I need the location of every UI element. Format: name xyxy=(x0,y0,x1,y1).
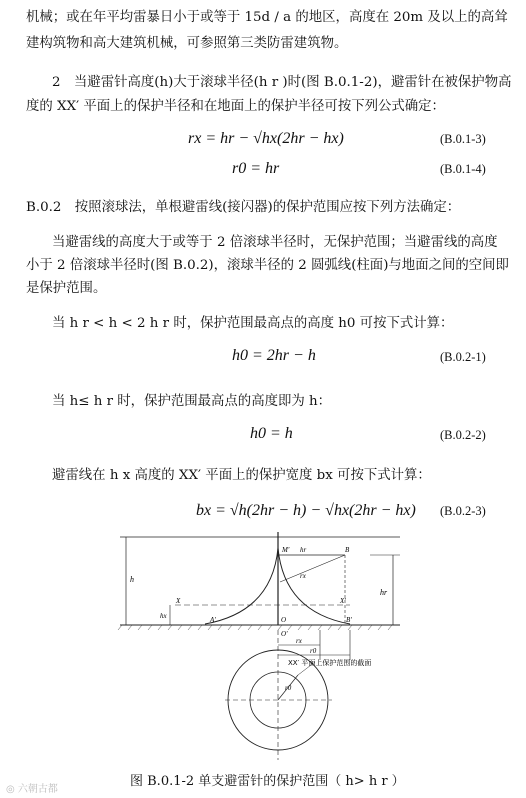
label-Ap: A' xyxy=(210,616,216,624)
label-plane-note: XX′ 平面上保护范围的截面 xyxy=(288,659,372,667)
paragraph-line: 建构筑物和高大建筑机械，可参照第三类防雷建筑物。 xyxy=(26,36,348,51)
label-hx: hx xyxy=(160,612,167,620)
paragraph-line: 小于 2 倍滚球半径时(图 B.0.2)，滚球半径的 2 圆弧线(柱面)与地面之间的空间即 xyxy=(26,258,509,273)
label-M: M' xyxy=(282,546,290,554)
paragraph-line: 当 h≤ h r 时，保护范围最高点的高度即为 h： xyxy=(52,394,332,409)
paragraph-line: 度的 XX′ 平面上的保护半径和在地面上的保护半径可按下列公式确定： xyxy=(26,99,445,114)
watermark: ◎ 六朝古都 xyxy=(6,784,58,795)
label-rx-plan: rx xyxy=(296,637,302,645)
paragraph-line: 机械；或在年平均雷暴日小于或等于 15d / a 的地区，高度在 20m 及以上的高耸 xyxy=(26,10,508,25)
paragraph-line: 2 当避雷针高度(h)大于滚球半径(h r )时(图 B.0.1-2)，避雷针在被保护物高 xyxy=(52,75,512,90)
label-X: X xyxy=(176,597,181,605)
label-r0-plan: r0 xyxy=(310,647,317,655)
equation-number: (B.0.2-2) xyxy=(440,428,486,442)
equation-bx: bx = √h(2hr − h) − √hx(2hr − hx) xyxy=(196,502,416,519)
label-Op: O' xyxy=(281,630,288,638)
paragraph-line: 是保护范围。 xyxy=(26,281,107,296)
figure-caption: 图 B.0.1-2 单支避雷针的保护范围（ h> h r ） xyxy=(130,774,405,789)
lightning-rod-figure xyxy=(0,525,526,765)
label-O: O xyxy=(281,616,287,624)
label-Xp: X' xyxy=(340,597,346,605)
equation-number: (B.0.2-3) xyxy=(440,504,486,518)
equation-rx: rx = hr − √hx(2hr − hx) xyxy=(188,130,344,147)
equation-h0: h0 = 2hr − h xyxy=(232,347,316,364)
equation-number: (B.0.2-1) xyxy=(440,350,486,364)
label-Bp: B' xyxy=(346,616,352,624)
equation-r0: r0 = hr xyxy=(232,160,280,177)
label-B: B xyxy=(345,546,350,554)
label-hr-top: hr xyxy=(300,546,307,554)
equation-number: (B.0.1-4) xyxy=(440,162,486,176)
equation-number: (B.0.1-3) xyxy=(440,132,486,146)
label-h: h xyxy=(130,575,134,584)
paragraph-line: 当 h r < h < 2 h r 时，保护范围最高点的高度 h0 可按下式计算： xyxy=(52,316,454,331)
label-rx: rx xyxy=(300,572,306,580)
label-hr-right: hr xyxy=(380,588,388,597)
paragraph-line: B.0.2 按照滚球法，单根避雷线(接闪器)的保护范围应按下列方法确定： xyxy=(26,200,461,215)
paragraph-line: 当避雷线的高度大于或等于 2 倍滚球半径时，无保护范围；当避雷线的高度 xyxy=(52,235,498,250)
equation-h0-h: h0 = h xyxy=(250,425,293,442)
label-r0-circle: r0 xyxy=(285,684,292,692)
paragraph-line: 避雷线在 h x 高度的 XX′ 平面上的保护宽度 bx 可按下式计算： xyxy=(52,468,431,483)
